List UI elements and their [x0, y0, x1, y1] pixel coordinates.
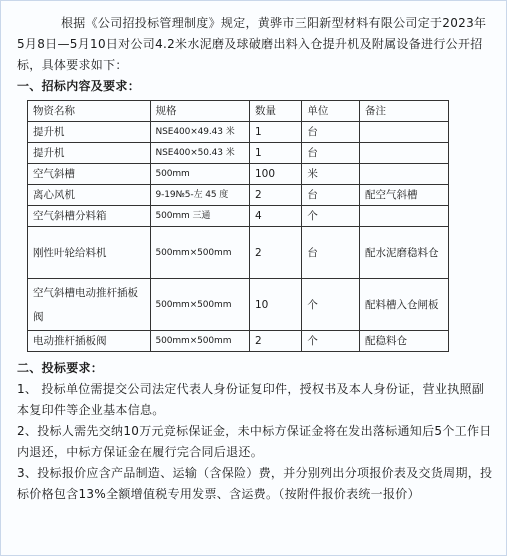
item-name: 电动推杆插板阀 — [28, 331, 151, 352]
item-spec: NSE400×49.43 米 — [150, 122, 249, 143]
item-spec: 500mm×500mm — [150, 279, 249, 331]
item-qty: 2 — [250, 331, 302, 352]
item-unit: 米 — [302, 164, 360, 185]
item-name: 离心风机 — [28, 185, 151, 206]
item-qty: 1 — [250, 122, 302, 143]
item-unit: 台 — [302, 185, 360, 206]
intro-paragraph: 根据《公司招投标管理制度》规定，黄骅市三阳新型材料有限公司定于2023年5月8日—5月10日对公司4.2米水泥磨及球破磨出料入仓提升机及附属设备进行公开招标，具体要求如下： — [17, 16, 487, 72]
section1-heading: 一、招标内容及要求： — [17, 79, 141, 93]
item-unit: 个 — [302, 331, 360, 352]
requirement-item-2: 2、投标人需先交纳10万元竞标保证金，未中标方保证金将在发出落标通知后5个工作日内退还，中标方保证金在履行完合同后退还。 — [17, 424, 492, 459]
table-row — [28, 331, 449, 352]
header-spec: 规格 — [150, 101, 249, 122]
item-spec: 500mm×500mm — [150, 227, 249, 279]
item-qty: 10 — [250, 279, 302, 331]
item-unit: 台 — [302, 143, 360, 164]
item-note: 配空气斜槽 — [359, 185, 448, 206]
item-name: 提升机 — [28, 122, 151, 143]
section2-heading: 二、投标要求： — [17, 361, 104, 375]
item-spec: NSE400×50.43 米 — [150, 143, 249, 164]
item-unit: 个 — [302, 206, 360, 227]
table-row — [28, 185, 449, 206]
item-note: 配料槽入仓闸板 — [359, 279, 448, 331]
item-qty: 2 — [250, 185, 302, 206]
item-spec: 500mm×500mm — [150, 331, 249, 352]
table-row — [28, 143, 449, 164]
bid-items-table — [27, 100, 449, 352]
header-unit: 单位 — [302, 101, 360, 122]
item-note — [359, 143, 448, 164]
item-note: 配稳料仓 — [359, 331, 448, 352]
item-name: 空气斜槽 — [28, 164, 151, 185]
item-name: 提升机 — [28, 143, 151, 164]
item-note — [359, 206, 448, 227]
item-spec: 500mm — [150, 164, 249, 185]
item-unit: 台 — [302, 227, 360, 279]
requirement-item-1: 1、 投标单位需提交公司法定代表人身份证复印件，授权书及本人身份证，营业执照副本复印件等企业基本信息。 — [17, 382, 485, 417]
table-row — [28, 164, 449, 185]
header-name: 物资名称 — [28, 101, 151, 122]
item-qty: 100 — [250, 164, 302, 185]
table-row — [28, 122, 449, 143]
item-unit: 台 — [302, 122, 360, 143]
document-body — [17, 13, 493, 505]
item-note: 配水泥磨稳料仓 — [359, 227, 448, 279]
item-qty: 4 — [250, 206, 302, 227]
item-spec: 9-19№5-左 45 度 — [150, 185, 249, 206]
header-qty: 数量 — [250, 101, 302, 122]
table-row — [28, 227, 449, 279]
item-note — [359, 122, 448, 143]
item-note — [359, 164, 448, 185]
table-row — [28, 206, 449, 227]
item-qty: 2 — [250, 227, 302, 279]
item-unit: 个 — [302, 279, 360, 331]
item-name: 空气斜槽分料箱 — [28, 206, 151, 227]
requirement-item-3: 3、投标报价应含产品制造、运输（含保险）费，并分别列出分项报价表及交货周期，投标价格包含13%全额增值税专用发票、含运费。（按附件报价表统一报价） — [17, 466, 493, 501]
header-note: 备注 — [359, 101, 448, 122]
item-qty: 1 — [250, 143, 302, 164]
table-row — [28, 279, 449, 331]
item-name: 刚性叶轮给料机 — [28, 227, 151, 279]
table-header-row — [28, 101, 449, 122]
item-name: 空气斜槽电动推杆插板阀 — [28, 279, 151, 331]
item-spec: 500mm 三通 — [150, 206, 249, 227]
